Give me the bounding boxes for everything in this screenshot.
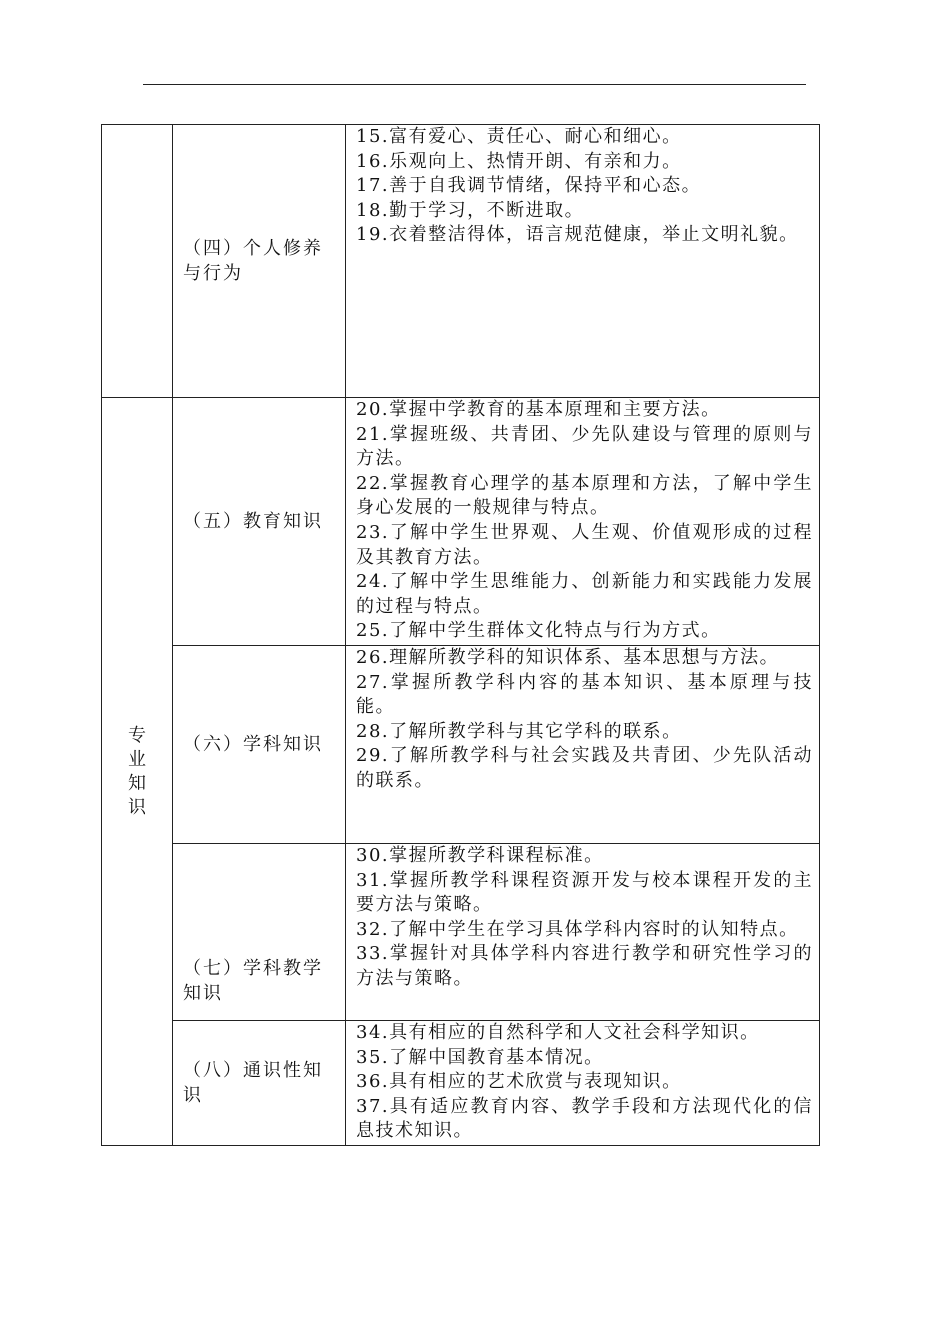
items-cell: [346, 398, 820, 646]
table-row: [102, 646, 820, 844]
list-item: 23.了解中学生世界观、人生观、价值观形成的过程及其教育方法。: [356, 521, 813, 568]
list-item: 29.了解所教学科与社会实践及共青团、少先队活动的联系。: [356, 745, 813, 791]
list-item: 18.勤于学习，不断进取。: [356, 199, 585, 221]
list-item: 15.富有爱心、责任心、耐心和细心。: [356, 126, 682, 147]
list-item: 32.了解中学生在学习具体学科内容时的认知特点。: [356, 918, 799, 940]
category-char: 识: [128, 796, 146, 818]
subcategory-subject-knowledge: （六）学科知识: [173, 646, 346, 844]
list-item: 37.具有适应教育内容、教学手段和方法现代化的信息技术知识。: [356, 1095, 813, 1142]
header-rule: [143, 84, 806, 85]
category-char: 业: [128, 748, 146, 770]
subcategory-pedagogical-content-knowledge: （七）学科教学知识: [173, 844, 346, 1021]
list-item: 16.乐观向上、热情开朗、有亲和力。: [356, 150, 682, 172]
category-char: 专: [128, 724, 146, 746]
standards-table: [101, 124, 820, 1146]
list-item: 34.具有相应的自然科学和人文社会科学知识。: [356, 1022, 760, 1043]
list-item: 36.具有相应的艺术欣赏与表现知识。: [356, 1071, 682, 1093]
list-item: 28.了解所教学科与其它学科的联系。: [356, 720, 682, 742]
subcategory-general-knowledge: （八）通识性知识: [173, 1021, 346, 1146]
list-item: 31.掌握所教学科课程资源开发与校本课程开发的主要方法与策略。: [356, 869, 813, 916]
list-item: 21.掌握班级、共青团、少先队建设与管理的原则与方法。: [356, 423, 813, 470]
subcategory-education-knowledge: （五）教育知识: [173, 398, 346, 646]
category-char: 知: [128, 772, 146, 794]
subcategory-personal-conduct: （四）个人修养与行为: [173, 125, 346, 398]
table-row: [102, 1021, 820, 1146]
table-row: [102, 125, 820, 398]
list-item: 30.掌握所教学科课程标准。: [356, 845, 604, 866]
list-item: 27.掌握所教学科内容的基本知识、基本原理与技能。: [356, 671, 813, 718]
list-item: 35.了解中国教育基本情况。: [356, 1046, 604, 1068]
items-cell: [346, 646, 820, 844]
list-item: 33.掌握针对具体学科内容进行教学和研究性学习的方法与策略。: [356, 943, 813, 989]
list-item: 25.了解中学生群体文化特点与行为方式。: [356, 620, 721, 642]
items-cell: [346, 1021, 820, 1146]
items-cell: [346, 844, 820, 1021]
list-item: 26.理解所教学科的知识体系、基本思想与方法。: [356, 647, 780, 668]
list-item: 19.衣着整洁得体，语言规范健康，举止文明礼貌。: [356, 224, 799, 246]
items-cell: [346, 125, 820, 398]
table-row: [102, 398, 820, 646]
category-professional-knowledge: [102, 398, 173, 1146]
category-cell-empty: [102, 125, 173, 398]
list-item: 24.了解中学生思维能力、创新能力和实践能力发展的过程与特点。: [356, 571, 813, 617]
list-item: 22.掌握教育心理学的基本原理和方法，了解中学生身心发展的一般规律与特点。: [356, 472, 813, 519]
list-item: 17.善于自我调节情绪，保持平和心态。: [356, 175, 702, 197]
list-item: 20.掌握中学教育的基本原理和主要方法。: [356, 399, 721, 420]
table-row: [102, 844, 820, 1021]
